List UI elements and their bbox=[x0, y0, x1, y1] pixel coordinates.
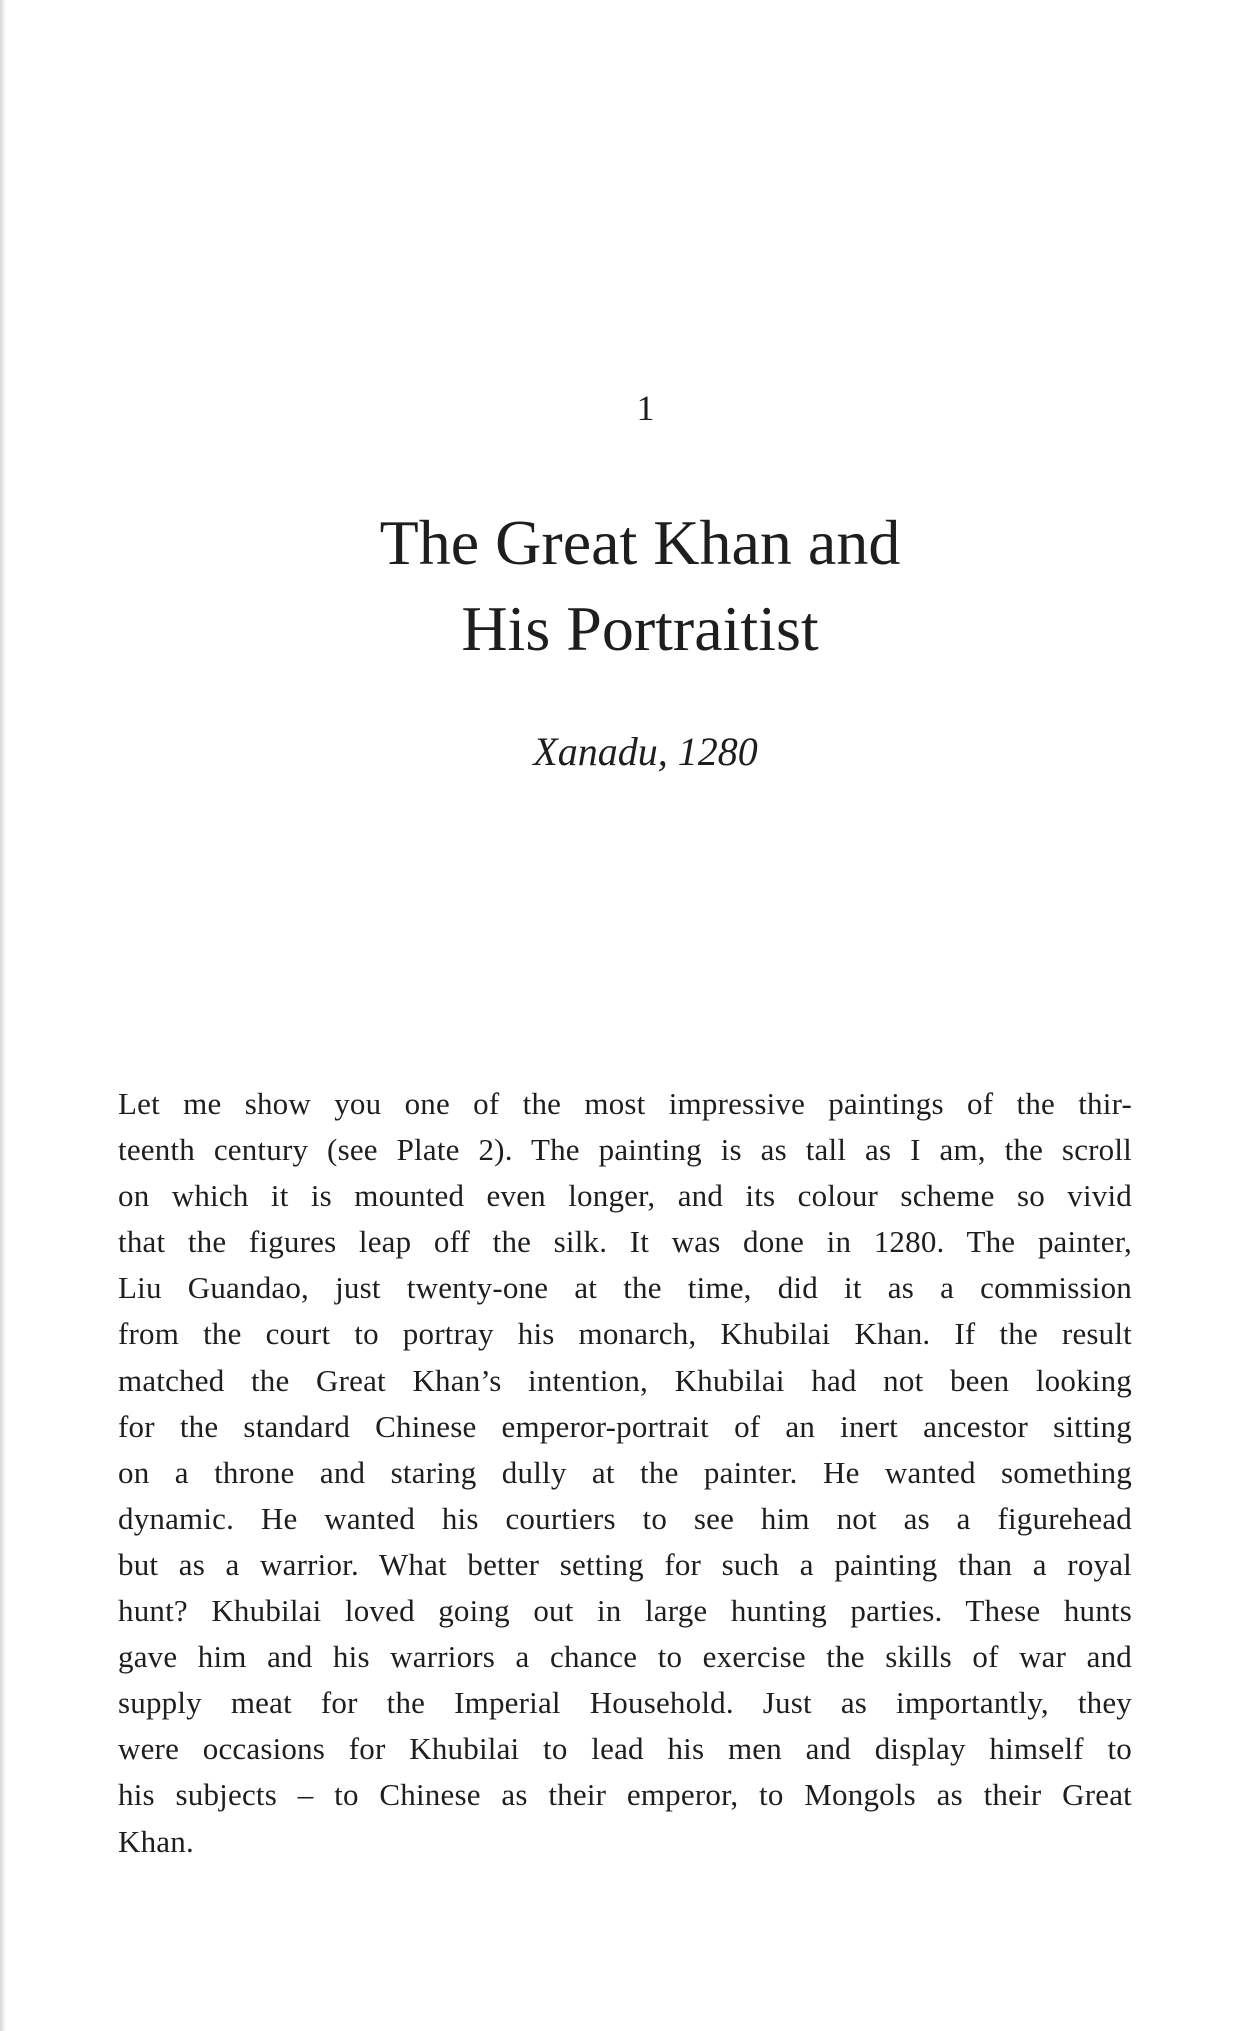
paragraph-line: on a throne and staring dully at the painter. He wanted something bbox=[118, 1454, 1132, 1490]
body-paragraph bbox=[118, 1081, 1132, 1865]
paragraph-line: gave him and his warriors a chance to exercise the skills of war and bbox=[118, 1639, 1132, 1675]
chapter-title bbox=[300, 500, 980, 672]
paragraph-line: supply meat for the Imperial Household. Just as importantly, they bbox=[118, 1685, 1132, 1721]
paragraph-line: were occasions for Khubilai to lead his men and display himself to bbox=[118, 1731, 1132, 1767]
paragraph-line: hunt? Khubilai loved going out in large hunting parties. These hunts bbox=[118, 1593, 1132, 1629]
paragraph-line: dynamic. He wanted his courtiers to see him not as a figurehead bbox=[118, 1500, 1132, 1536]
paragraph-line: his subjects – to Chinese as their emperor, to Mongols as their Great bbox=[118, 1777, 1132, 1813]
paragraph-line: from the court to portray his monarch, Khubilai Khan. If the result bbox=[118, 1316, 1132, 1352]
paragraph-line: Let me show you one of the most impressive paintings of the thir- bbox=[118, 1086, 1132, 1121]
chapter-title-line: His Portraitist bbox=[461, 593, 819, 664]
paragraph-line: that the figures leap off the silk. It was done in 1280. The painter, bbox=[118, 1224, 1132, 1260]
paragraph-line: teenth century (see Plate 2). The painting is as tall as I am, the scroll bbox=[118, 1132, 1132, 1168]
paragraph-line: on which it is mounted even longer, and its colour scheme so vivid bbox=[118, 1178, 1132, 1214]
paragraph-line: matched the Great Khan’s intention, Khubilai had not been looking bbox=[118, 1362, 1132, 1398]
paragraph-line: for the standard Chinese emperor-portrait of an inert ancestor sitting bbox=[118, 1408, 1132, 1444]
chapter-title-line: The Great Khan and bbox=[379, 507, 901, 578]
page-gutter-shadow bbox=[0, 0, 6, 2031]
paragraph-line: Liu Guandao, just twenty-one at the time, did it as a commission bbox=[118, 1270, 1132, 1306]
paragraph-line: Khan. bbox=[118, 1823, 194, 1859]
chapter-number: 1 bbox=[636, 388, 655, 428]
chapter-place-date: Xanadu, 1280 bbox=[533, 729, 758, 774]
paragraph-line: but as a warrior. What better setting for such a painting than a royal bbox=[118, 1546, 1132, 1582]
